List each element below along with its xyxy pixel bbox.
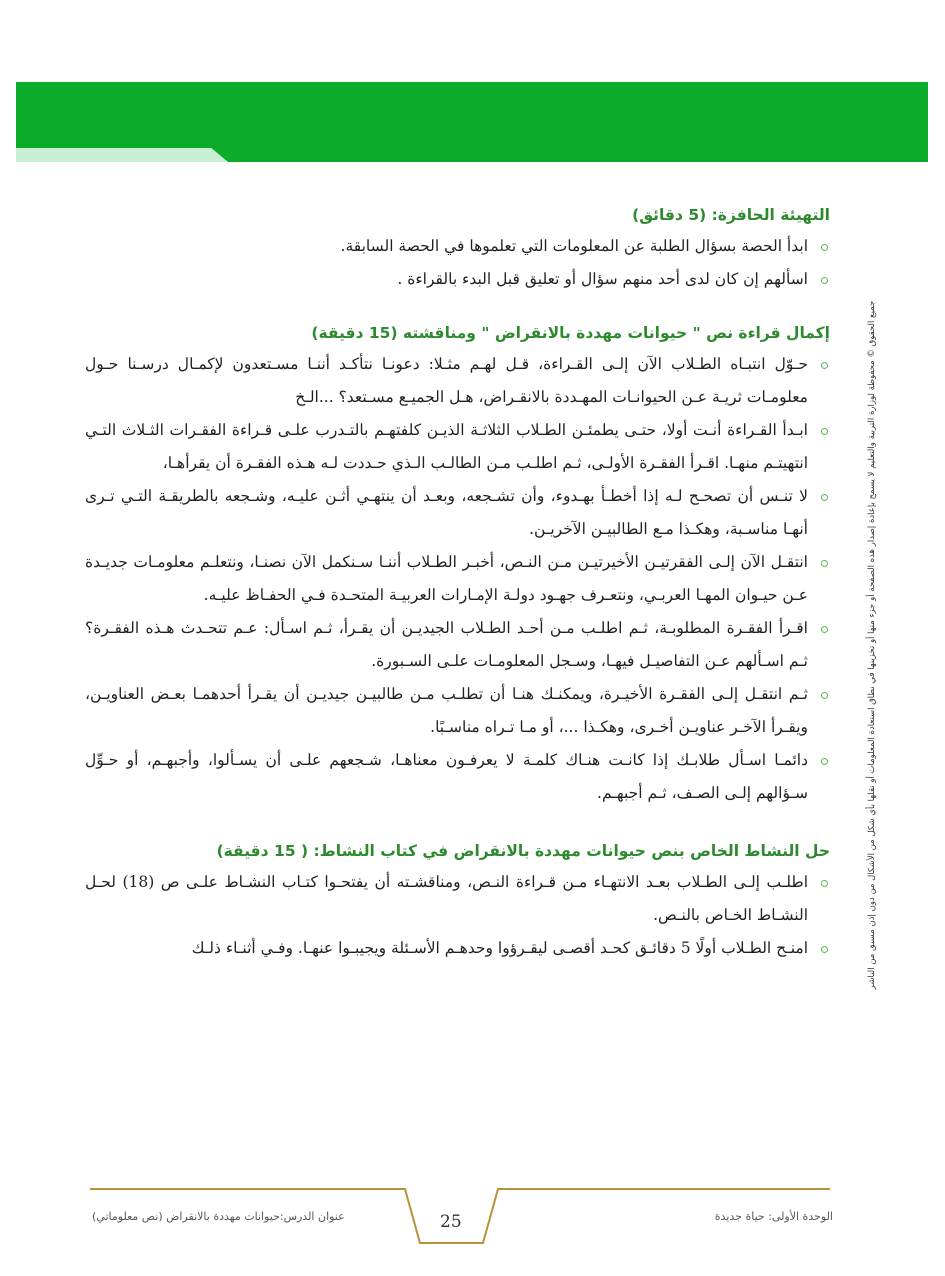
bullet-icon <box>821 494 828 501</box>
bullet-icon <box>821 244 828 251</box>
page-number: 25 <box>440 1212 462 1232</box>
list-item: اقـرأ الفقـرة المطلوبـة، ثـم اطلـب مـن أحـد الطـلاب الجيديـن أن يقـرأ، ثـم اسـأل: عـم تتحـدث هـذه الفقـرة؟ ثـم اسـألهم عـن التفاصيـل فيهـا، وسـجل المعلومـات علـى السـبورة. <box>85 612 830 678</box>
list-item: لا تنـس أن تصحـح لـه إذا أخطـأ بهـدوء، وأن تشـجعه، وبعـد أن ينتهـي أثـن عليـه، وشـجعه بالطريقـة التـي تـرى أنهـا مناسـبة، وهكـذا مـع الطالبيـن الآخريـن. <box>85 480 830 546</box>
footer-unit: الوحدة الأولى: حياة جديدة <box>714 1210 833 1223</box>
bullet-list <box>85 230 830 296</box>
bullet-icon <box>821 560 828 567</box>
header-banner-top-strip <box>16 82 928 92</box>
section-activity <box>85 836 830 965</box>
list-item: ابدأ الحصة بسؤال الطلبة عن المعلومات التي تعلموها في الحصة السابقة. <box>85 230 830 263</box>
header-banner-light-strip <box>16 148 228 162</box>
list-item: اطلـب إلـى الطـلاب بعـد الانتهـاء مـن قـراءة النـص، ومناقشـته أن يفتحـوا كتـاب النشـاط علـى ص (18) لحـل النشـاط الخـاص بالنـص. <box>85 866 830 932</box>
bullet-icon <box>821 692 828 699</box>
list-item: امنـح الطـلاب أولًا 5 دقائـق كحـد أقصـى ليقـرؤوا وحدهـم الأسـئلة ويجيبـوا عنهـا. وفـي أثنـاء ذلـك <box>85 932 830 965</box>
bullet-icon <box>821 626 828 633</box>
list-item: دائمـا اسـأل طلابـك إذا كانـت هنـاك كلمـة لا يعرفـون معناهـا، شـجعهم علـى أن يسـألوا، وأجبهـم، أو حـوِّل سـؤالهم إلـى الصـف، ثـم أجبهـم. <box>85 744 830 810</box>
bullet-list <box>85 348 830 810</box>
bullet-icon <box>821 880 828 887</box>
list-item: انتقـل الآن إلـى الفقرتيـن الأخيرتيـن مـن النـص، أخبـر الطـلاب أننـا سـنكمل الآن نصنـا، ونتعلـم معلومـات جديـدة عـن حيـوان المهـا العربـي، ونتعـرف جهـود دولـة الإمـارات العربيـة المتحـدة فـي الحفـاظ عليـه. <box>85 546 830 612</box>
section-reading <box>85 318 830 810</box>
lesson-content <box>85 200 830 965</box>
list-item: ثـم انتقـل إلـى الفقـرة الأخيـرة، ويمكنـك هنـا أن تطلـب مـن طالبيـن جيديـن أن يقـرأ أحدهمـا بعـض العناويـن، ويقـرأ الآخـر عناويـن أخـرى، وهكـذا ...، أو مـا تـراه مناسـبًا. <box>85 678 830 744</box>
copyright-text: جميع الحقوق © محفوظة لوزارة التربية والتعليم لا يسمح بإعادة إصدار هذه الصفحة أو جزء منها أو تخزينها في نطاق استعادة المعلومات أو نقلها بأي شكل من الأشكال من دون إذن مسبق من الناشر <box>867 300 877 990</box>
section-heading: إكمال قراءة نص " حيوانات مهددة بالانقراض " ومناقشته (15 دقيقة) <box>311 324 830 342</box>
section-heading: حل النشاط الخاص بنص حيوانات مهددة بالانقراض في كتاب النشاط: ( 15 دقيقة) <box>216 842 830 860</box>
list-item: حـوّل انتبـاه الطـلاب الآن إلـى القـراءة، قـل لهـم مثـلا: دعونـا نتأكـد أننـا مسـتعدون لإكمـال درسـنا حـول معلومـات ثريـة عـن الحيوانـات المهـددة بالانقـراض، هـل الجميـع مسـتعد؟ ...الـخ <box>85 348 830 414</box>
bullet-icon <box>821 946 828 953</box>
bullet-icon <box>821 277 828 284</box>
bullet-icon <box>821 362 828 369</box>
header-banner <box>16 82 928 162</box>
list-item: اسألهم إن كان لدى أحد منهم سؤال أو تعليق قبل البدء بالقراءة . <box>85 263 830 296</box>
section-heading: التهيئة الحافزة: (5 دقائق) <box>632 206 830 224</box>
copyright-notice <box>862 300 882 990</box>
section-warmup <box>85 200 830 296</box>
list-item: ابـدأ القـراءة أنـت أولا، حتـى يطمئـن الطـلاب الثلاثـة الذيـن كلفتهـم بالتـدرب علـى قـراءة الفقـرات الثـلاث التـي انتهيتـم منهـا. اقـرأ الفقـرة الأولـى، ثـم اطلـب مـن الطالـب الـذي حـددت لـه هـذه الفقـرة أن يقرأهـا، <box>85 414 830 480</box>
bullet-icon <box>821 758 828 765</box>
footer-lesson: عنوان الدرس:حيوانات مهددة بالانقراض (نص معلوماتي) <box>92 1210 345 1223</box>
bullet-icon <box>821 428 828 435</box>
bullet-list <box>85 866 830 965</box>
